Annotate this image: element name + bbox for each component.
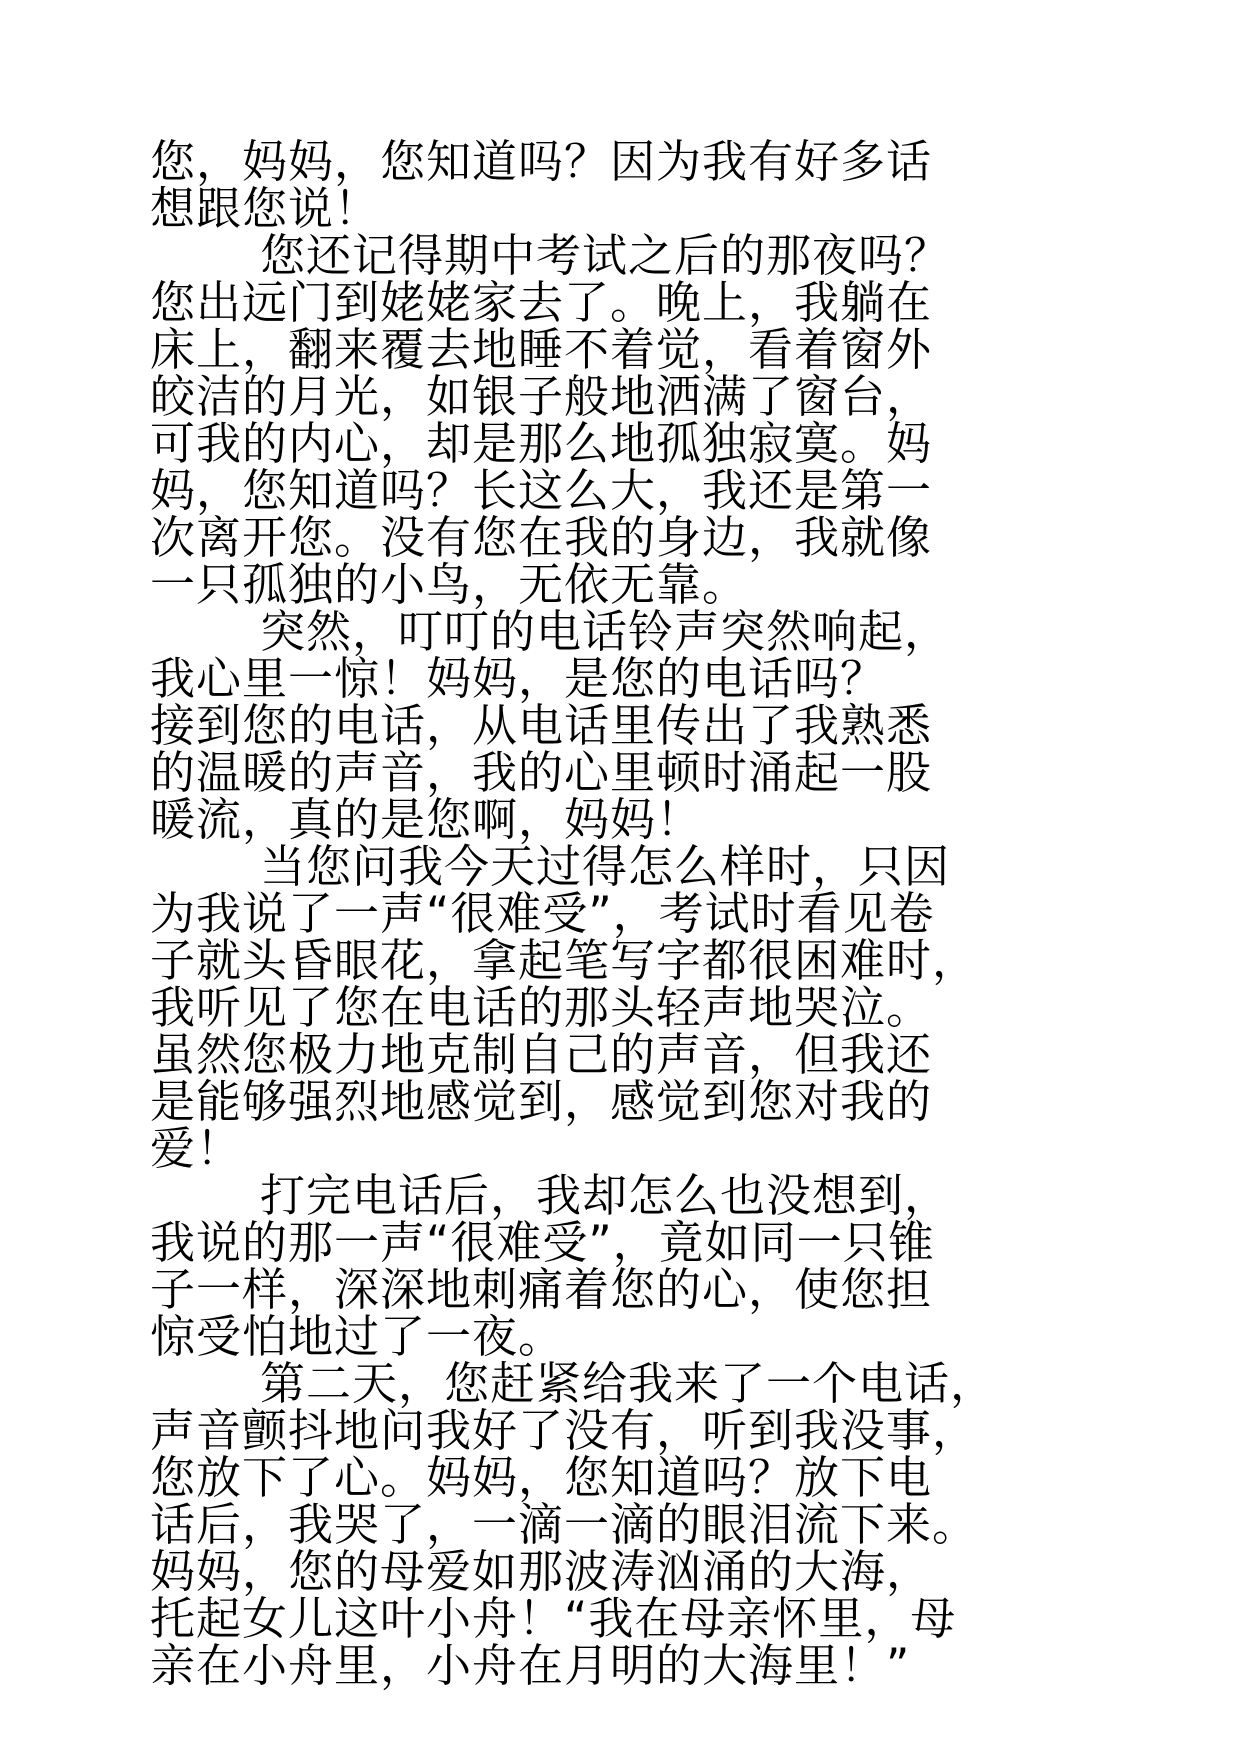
text-line: 可我的内心，却是那么地孤独寂寞。妈 (150, 417, 933, 470)
text-line: 的温暖的声音，我的心里顿时涌起一股 (150, 746, 933, 799)
text-line: 虽然您极力地克制自己的声音，但我还 (150, 1028, 933, 1081)
text-line: 打完电话后，我却怎么也没想到， (260, 1169, 951, 1222)
text-line: 一只孤独的小鸟，无依无靠。 (150, 558, 749, 611)
text-line: 当您问我今天过得怎么样时，只因 (260, 840, 951, 893)
text-line: 您放下了心。妈妈，您知道吗？放下电 (150, 1451, 933, 1504)
text-line: 想跟您说！ (150, 182, 381, 235)
text-line: 子一样，深深地刺痛着您的心，使您担 (150, 1263, 933, 1316)
text-line: 为我说了一声“很难受”，考试时看见卷 (150, 887, 935, 940)
text-line: 皎洁的月光，如银子般地洒满了窗台， (150, 370, 933, 423)
text-line: 第二天，您赶紧给我来了一个电话， (260, 1357, 997, 1410)
text-line: 子就头昏眼花，拿起笔写字都很困难时， (150, 934, 979, 987)
text-line: 我说的那一声“很难受”，竟如同一只锥 (150, 1216, 935, 1269)
text-line: 是能够强烈地感觉到，感觉到您对我的 (150, 1075, 933, 1128)
text-line: 您，妈妈，您知道吗？因为我有好多话 (150, 135, 933, 188)
text-line: 爱！ (150, 1122, 243, 1175)
text-line: 您出远门到姥姥家去了。晚上，我躺在 (150, 276, 933, 329)
text-line: 床上，翻来覆去地睡不着觉，看着窗外 (150, 323, 933, 376)
text-line: 妈妈，您的母爱如那波涛汹涌的大海， (150, 1545, 933, 1598)
text-line: 您还记得期中考试之后的那夜吗？ (260, 229, 951, 282)
text-line: 亲在小舟里，小舟在月明的大海里！” (150, 1639, 911, 1692)
text-line: 我心里一惊！妈妈，是您的电话吗？ (150, 652, 887, 705)
text-line: 托起女儿这叶小舟！“我在母亲怀里，母 (150, 1592, 957, 1645)
text-line: 接到您的电话，从电话里传出了我熟悉 (150, 699, 933, 752)
text-line: 次离开您。没有您在我的身边，我就像 (150, 511, 933, 564)
text-line: 妈，您知道吗？长这么大，我还是第一 (150, 464, 933, 517)
text-line: 话后，我哭了，一滴一滴的眼泪流下来。 (150, 1498, 979, 1551)
text-line: 我听见了您在电话的那头轻声地哭泣。 (150, 981, 933, 1034)
text-line: 惊受怕地过了一夜。 (150, 1310, 565, 1363)
essay-text (150, 135, 1090, 1692)
text-line: 声音颤抖地问我好了没有，听到我没事， (150, 1404, 979, 1457)
text-line: 突然，叮叮的电话铃声突然响起， (260, 605, 951, 658)
text-line: 暖流，真的是您啊，妈妈！ (150, 793, 703, 846)
